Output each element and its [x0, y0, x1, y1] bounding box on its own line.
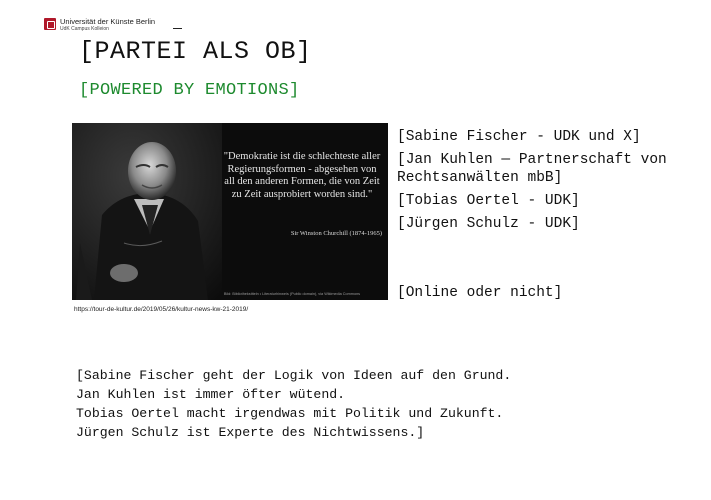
- description-block: [76, 366, 511, 442]
- member-item: [Tobias Oertel - UDK]: [397, 193, 580, 209]
- quote-attribution: Sir Winston Churchill (1874-1965): [290, 230, 382, 237]
- quote-text: "Demokratie ist die schlechteste aller Regierungsformen - abgesehen von all den anderen Formen, die von Zeit zu Zeit ausprobiert worden sind.": [223, 151, 381, 200]
- udk-logo-text: [60, 17, 155, 33]
- source-url: https://tour-de-kultur.de/2019/05/26/kultur-news-kw-21-2019/: [74, 306, 249, 313]
- logo-rule: [173, 28, 182, 29]
- description-line: Tobias Oertel macht irgendwas mit Politik und Zukunft.: [76, 406, 504, 421]
- udk-logo-icon: [44, 18, 56, 30]
- description-line: Jan Kuhlen ist immer öfter wütend.: [76, 387, 346, 402]
- logo-name: Universität der Künste Berlin: [60, 17, 156, 26]
- member-item: [Jürgen Schulz - UDK]: [397, 216, 580, 232]
- page-title: [PARTEI ALS OB]: [79, 37, 312, 66]
- page-subtitle: [POWERED BY EMOTIONS]: [79, 81, 300, 100]
- churchill-portrait-icon: [72, 123, 222, 300]
- description-line: [Sabine Fischer geht der Logik von Ideen auf den Grund.: [76, 368, 512, 383]
- udk-logo: [44, 17, 155, 33]
- logo-subtitle: UdK Campus Kolleion: [60, 26, 109, 32]
- image-credit: Bild: Bibliothekstiteln • Literaturhinweis (Public domain), via Wikimedia Commons: [223, 292, 361, 296]
- description-line: Jürgen Schulz ist Experte des Nichtwissens.]: [76, 425, 425, 440]
- member-item: [Sabine Fischer - UDK und X]: [397, 129, 641, 145]
- online-status: [Online oder nicht]: [397, 285, 563, 301]
- member-item: [Jan Kuhlen — Partnerschaft von Rechtsanwälten mbB]: [397, 152, 667, 186]
- churchill-quote-image: [72, 123, 388, 300]
- members-list: [397, 128, 697, 238]
